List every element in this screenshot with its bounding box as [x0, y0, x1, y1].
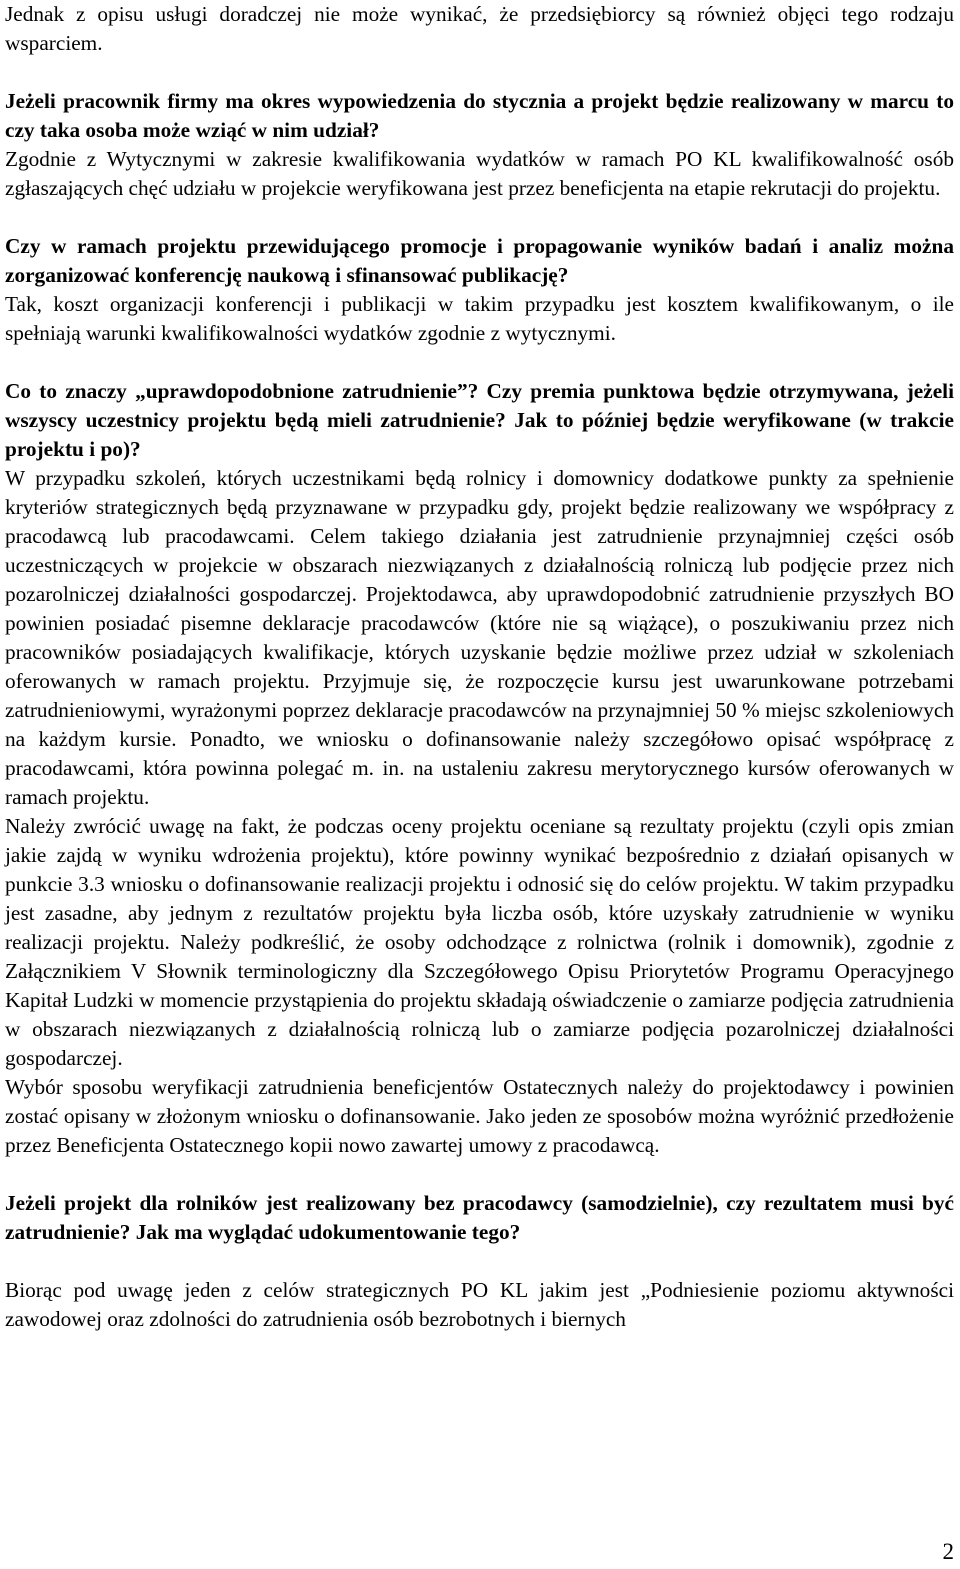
paragraph-gap	[5, 1247, 954, 1276]
document-body	[5, 0, 954, 1334]
question-heading: Czy w ramach projektu przewidującego promocje i propagowanie wyników badań i analiz można zorganizować konferencję naukową i sfinansować publikację?	[5, 234, 954, 287]
answer-paragraph: W przypadku szkoleń, których uczestnikami będą rolnicy i domownicy dodatkowe punkty za spełnienie kryteriów strategicznych będą przyznawane w przypadku gdy, projekt będzie realizowany we współpracy z pracodawcą lub pracodawcami. Celem takiego działania jest zatrudnienie przynajmniej części osób uczestniczących w projekcie w obszarach niezwiązanych z działalnością rolniczą lub podjęcie przez nich pozarolniczej działalności gospodarczej. Projektodawca, aby uprawdopodobnić zatrudnienie przyszłych BO powinien posiadać pisemne deklaracje pracodawców (które nie są wiążące), o poszukiwaniu przez nich pracowników posiadających kwalifikacje, których uzyskanie będzie możliwe przez udział w szkoleniach oferowanych w ramach projektu. Przyjmuje się, że rozpoczęcie kursu jest uwarunkowane potrzebami zatrudnieniowymi, wyrażonymi poprzez deklaracje pracodawców na przynajmniej 50 % miejsc szkoleniowych na każdym kursie. Ponadto, we wniosku o dofinansowanie należy szczegółowo opisać współpracę z pracodawcami, która powinna polegać m. in. na ustaleniu zakresu merytorycznego kursów oferowanych w ramach projektu.	[5, 466, 954, 809]
answer-paragraph: Należy zwrócić uwagę na fakt, że podczas oceny projektu oceniane są rezultaty projektu (czyli opis zmian jakie zajdą w wyniku wdrożenia projektu), które powinny wynikać bezpośrednio z działań opisanych w punkcie 3.3 wniosku o dofinansowanie realizacji projektu i odnosić się do celów projektu. W takim przypadku jest zasadne, aby jednym z rezultatów projektu była liczba osób, które uzyskały zatrudnienie w wyniku realizacji projektu. Należy podkreślić, że osoby odchodzące z rolnictwa (rolnik i domownik), zgodnie z Załącznikiem V Słownik terminologiczny dla Szczegółowego Opisu Priorytetów Programu Operacyjnego Kapitał Ludzki w momencie przystąpienia do projektu składają oświadczenie o zamiarze podjęcia zatrudnienia w obszarach niezwiązanych z działalnością rolniczą lub o zamiarze podjęcia pozarolniczej działalności gospodarczej.	[5, 814, 954, 1070]
answer-paragraph: Wybór sposobu weryfikacji zatrudnienia beneficjentów Ostatecznych należy do projektodawcy i powinien zostać opisany w złożonym wniosku o dofinansowanie. Jako jeden ze sposobów można wyróżnić przedłożenie przez Beneficjenta Ostatecznego kopii nowo zawartej umowy z pracodawcą.	[5, 1075, 954, 1157]
paragraph-gap	[5, 58, 954, 87]
paragraph-gap	[5, 348, 954, 377]
question-heading: Co to znaczy „uprawdopodobnione zatrudnienie”? Czy premia punktowa będzie otrzymywana, jeżeli wszyscy uczestnicy projektu będą mieli zatrudnienie? Jak to później będzie weryfikowane (w trakcie projektu i po)?	[5, 379, 954, 461]
question-heading: Jeżeli projekt dla rolników jest realizowany bez pracodawcy (samodzielnie), czy rezultatem musi być zatrudnienie? Jak ma wyglądać udokumentowanie tego?	[5, 1191, 954, 1244]
answer-paragraph: Zgodnie z Wytycznymi w zakresie kwalifikowania wydatków w ramach PO KL kwalifikowalność osób zgłaszających chęć udziału w projekcie weryfikowana jest przez beneficjenta na etapie rekrutacji do projektu.	[5, 147, 954, 200]
paragraph-text: Jednak z opisu usługi doradczej nie może wynikać, że przedsiębiorcy są również objęci tego rodzaju wsparciem.	[5, 2, 954, 55]
paragraph-gap	[5, 1160, 954, 1189]
answer-paragraph: Tak, koszt organizacji konferencji i publikacji w takim przypadku jest kosztem kwalifikowanym, o ile spełniają warunki kwalifikowalności wydatków zgodnie z wytycznymi.	[5, 292, 954, 345]
question-heading: Jeżeli pracownik firmy ma okres wypowiedzenia do stycznia a projekt będzie realizowany w marcu to czy taka osoba może wziąć w nim udział?	[5, 89, 954, 142]
paragraph-gap	[5, 203, 954, 232]
page-number: 2	[942, 1539, 954, 1564]
answer-paragraph: Biorąc pod uwagę jeden z celów strategicznych PO KL jakim jest „Podniesienie poziomu aktywności zawodowej oraz zdolności do zatrudnienia osób bezrobotnych i biernych	[5, 1278, 954, 1331]
